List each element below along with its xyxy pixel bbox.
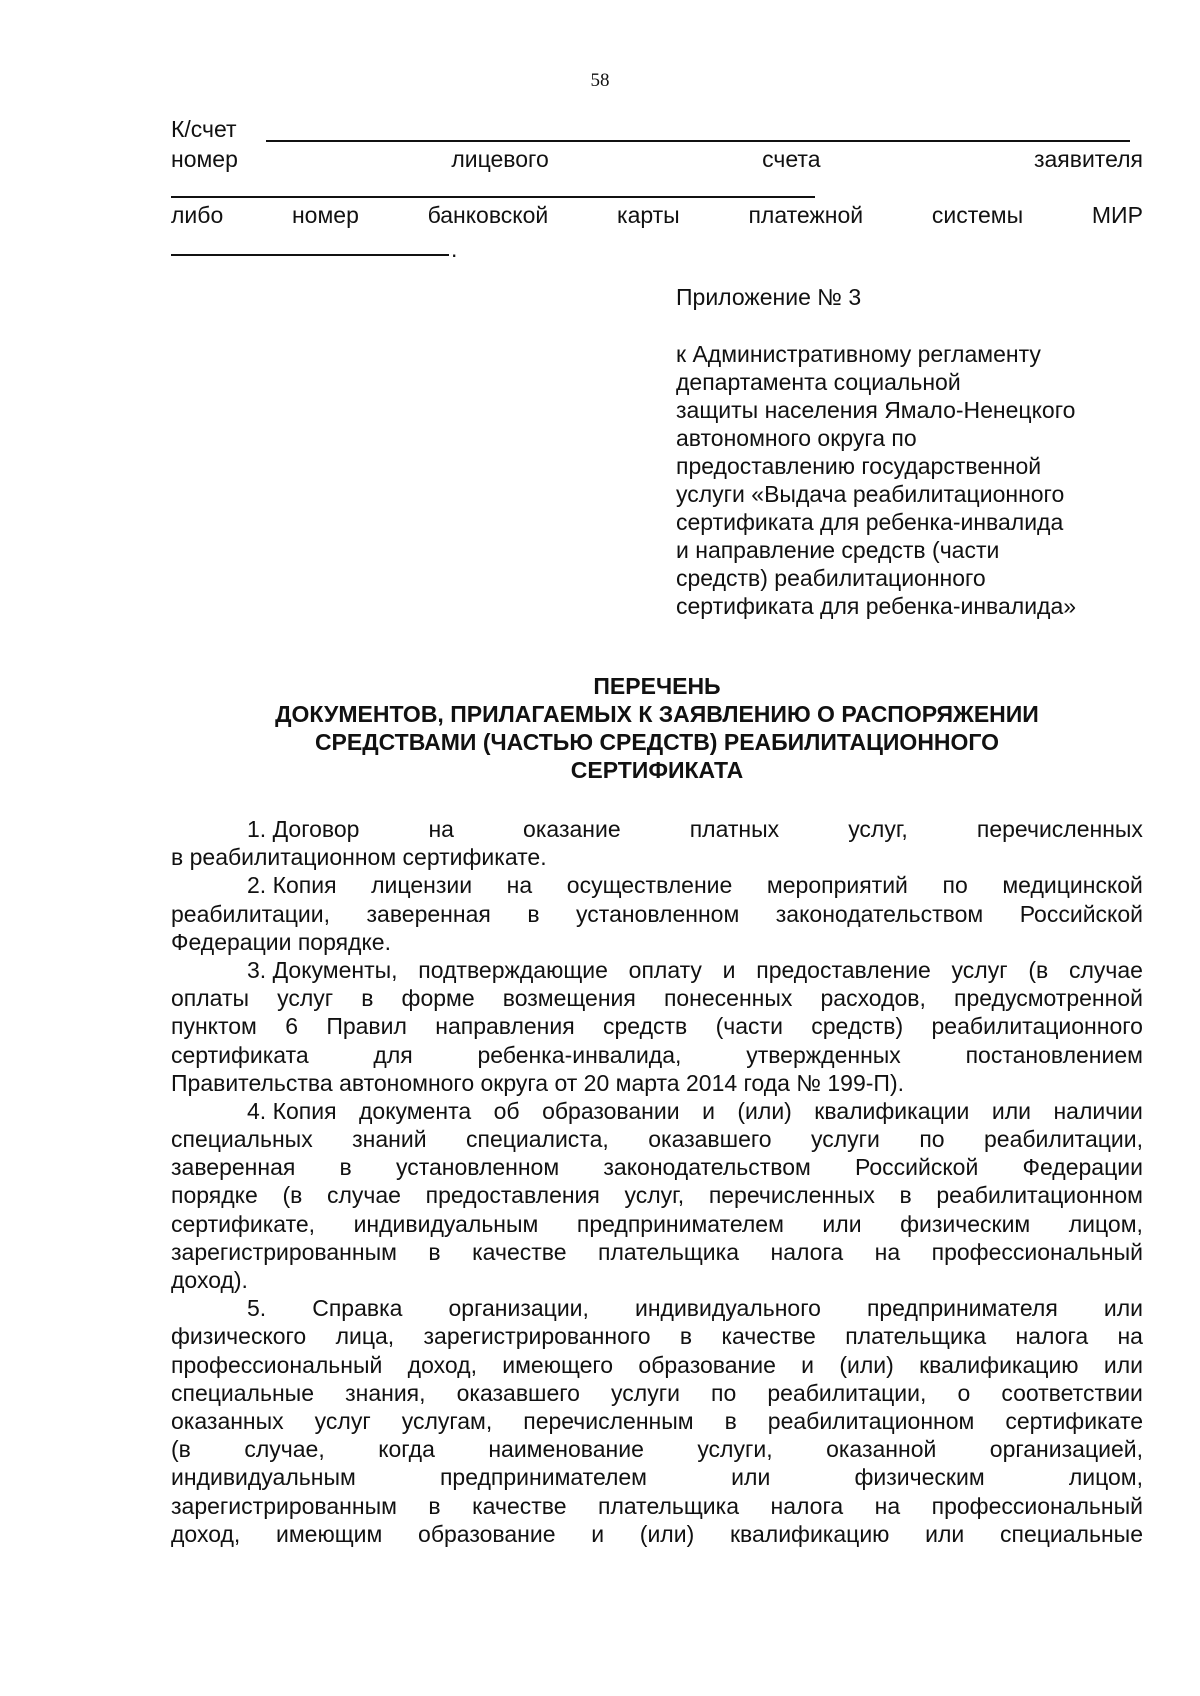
word: специальных [171,1126,313,1153]
word: знания, [345,1379,426,1406]
list-item-line: Правительства автономного округа от 20 марта 2014 года № 199-П). [171,1069,904,1096]
word: подтверждающие [418,956,608,983]
word: знаний [352,1126,427,1153]
list-item-line [171,1294,1143,1322]
word: специальные [171,1379,314,1406]
list-item-line: в реабилитационном сертификате. [171,844,547,871]
word: Российской [855,1154,979,1181]
word: плательщика [598,1238,740,1265]
word: случае, [244,1436,325,1463]
list-item-line [171,815,1143,843]
word: предоставление [756,956,931,983]
account-word: либо [171,202,224,228]
word: случае [1068,956,1143,983]
list-item-line [171,1012,1143,1040]
word: услуг [314,1407,371,1434]
word: в [428,1238,441,1265]
word: и [702,1097,715,1124]
word: качестве [472,1492,567,1519]
account-blank-line-3 [171,254,449,256]
word: на [1117,1323,1143,1350]
word: организацией, [989,1436,1143,1463]
word: качестве [721,1323,816,1350]
word: медицинской [1002,872,1143,899]
word: в [527,900,540,927]
word: 5. [247,1295,267,1322]
account-word: номер [291,202,359,228]
appendix-line: защиты населения Ямало-Ненецкого [676,397,1076,423]
account-word: заявителя [1033,146,1143,172]
appendix-line: сертификата для ребенка-инвалида [676,509,1064,535]
word: лицом, [1068,1210,1143,1237]
word: специалиста, [465,1126,609,1153]
word: направления [435,1013,575,1040]
appendix-line: сертификата для ребенка-инвалида» [676,593,1077,619]
word: физического [171,1323,307,1350]
word: (или) [737,1097,792,1124]
word: 1. Договор [247,816,360,842]
word: сертификате, [171,1210,316,1237]
word: мероприятий [766,872,908,899]
word: предпринимателем [439,1464,647,1491]
word: квалификацию [729,1520,890,1547]
page-number: 58 [590,70,610,91]
word: по [919,1126,945,1153]
word: или [991,1097,1031,1124]
word: перечисленным [523,1407,694,1434]
word: в [339,1154,352,1181]
word: по [711,1379,737,1406]
word: реабилитации, [171,900,330,927]
word: или [925,1520,965,1547]
list-item [171,956,1143,1097]
account-word: платежной [748,202,864,228]
word: Российской [1019,900,1143,927]
word: реабилитационного [931,1013,1143,1040]
word: зарегистрированного [423,1323,651,1350]
word: (части [715,1013,783,1040]
account-end-mark: . [451,236,458,262]
word: оказание [523,816,621,842]
word: 2. Копия [247,872,337,899]
word: наличии [1053,1097,1143,1124]
list-item-line [171,871,1143,899]
word: налога [770,1492,844,1519]
word: организации, [448,1295,589,1322]
word: оказавшего [456,1379,580,1406]
word: предпринимателя [866,1295,1058,1322]
word: доход, [171,1520,241,1547]
list-item-line [171,1520,1143,1548]
word: квалификацию [919,1351,1079,1378]
word: зарегистрированным [171,1238,397,1265]
word: услуги [611,1379,680,1406]
list-item [171,1097,1143,1294]
account-word: банковской [427,202,549,228]
account-row-3 [171,202,1143,229]
list-item-line [171,1153,1143,1181]
word: форме [401,985,475,1012]
word: (или) [839,1351,894,1378]
word: Справка [312,1295,403,1322]
word: налога [1015,1323,1089,1350]
word: или [822,1210,862,1237]
list-item-line [171,984,1143,1012]
word: услуг, [848,816,908,842]
word: оказавшего [648,1126,772,1153]
word: на [506,872,533,899]
word: услуги, [697,1436,773,1463]
word: сертификате [1005,1407,1143,1434]
word: 4. Копия [247,1097,337,1124]
account-word: счета [762,146,821,172]
word: лица, [335,1323,395,1350]
account-blank-line-2 [171,196,815,198]
word: (в [282,1182,303,1209]
word: об [493,1097,520,1124]
account-word: карты [617,202,680,228]
word: в [724,1407,737,1434]
word: образование [418,1520,556,1547]
account-blank-line [266,140,1130,142]
word: Правил [326,1013,407,1040]
appendix-line: к Административному регламенту [676,341,1041,367]
word: в [679,1323,693,1350]
word: услуг [277,985,334,1012]
word: случае [326,1182,401,1209]
appendix-line: предоставлению государственной [676,453,1042,479]
word: утвержденных [746,1041,901,1068]
word: на [874,1238,901,1265]
word: специальные [1000,1520,1143,1547]
word: зарегистрированным [171,1492,397,1519]
list-item-line [171,1041,1143,1069]
word: оказанной [826,1436,937,1463]
word: физическим [900,1210,1031,1237]
word: заверенная [171,1154,296,1181]
title-line: СЕРТИФИКАТА [570,757,744,783]
word: индивидуального [634,1295,821,1322]
list-item-line: Федерации порядке. [171,928,391,955]
appendix-line: услуги «Выдача реабилитационного [676,481,1065,507]
word: индивидуальным [353,1210,539,1237]
word: образование [638,1351,776,1378]
word: (в [1028,956,1049,983]
list-item-line [171,1463,1143,1491]
word: услуг [951,956,1008,983]
word: Федерации [1022,1154,1143,1181]
appendix-text [676,340,1176,620]
list-item-line [171,956,1143,984]
word: услуг, [624,1182,685,1209]
list-item-line [171,1407,1143,1435]
appendix-line: автономного округа по [676,425,917,451]
word: или [1103,1295,1143,1322]
list-item-line [171,900,1143,928]
word: пунктом [171,1013,257,1040]
word: осуществление [566,872,733,899]
word: в [899,1182,912,1209]
account-word: номер [171,146,238,172]
word: законодательством [775,900,984,927]
word: когда [378,1436,435,1463]
list-item-line: доход). [171,1267,248,1293]
word: лицензии [371,872,473,899]
word: услугам, [401,1407,493,1434]
title-line: ДОКУМЕНТОВ, ПРИЛАГАЕМЫХ К ЗАЯВЛЕНИЮ О РАСПОРЯЖЕНИИ [275,701,1039,727]
document-list [171,815,1143,1548]
word: оказанных [171,1407,284,1434]
account-label: К/счет [171,116,237,142]
word: законодательством [603,1154,811,1181]
word: предоставления [425,1182,600,1209]
word: понесенных [663,985,793,1012]
word: лицом, [1068,1464,1143,1491]
appendix-line: и направление средств (части [676,537,1000,563]
word: документа [359,1097,472,1124]
word: ребенка-инвалида, [477,1041,682,1068]
word: оплату [628,956,702,983]
list-item-line [171,1181,1143,1209]
list-item-line [171,1097,1143,1125]
word: реабилитационном [936,1182,1143,1209]
word: качестве [472,1238,567,1265]
word: возмещения [502,985,636,1012]
title-line: ПЕРЕЧЕНЬ [593,673,721,699]
word: предусмотренной [954,985,1143,1012]
word: оплаты [171,985,250,1012]
word: налога [770,1238,844,1265]
list-item-line [171,1125,1143,1153]
word: установленном [395,1154,560,1181]
word: 6 [285,1013,298,1040]
list-item-line [171,1492,1143,1520]
word: реабилитационном [767,1407,975,1434]
word: реабилитации, [767,1379,927,1406]
word: перечисленных [708,1182,875,1209]
word: перечисленных [976,816,1143,842]
list-item-line [171,1210,1143,1238]
word: и [591,1520,605,1547]
word: доход, [407,1351,477,1378]
word: плательщика [845,1323,987,1350]
word: платных [689,816,780,842]
list-item [171,871,1143,956]
word: имеющего [502,1351,614,1378]
word: квалификации [814,1097,970,1124]
word: наименование [488,1436,644,1463]
word: по [942,872,968,899]
title-line: СРЕДСТВАМИ (ЧАСТЬЮ СРЕДСТВ) РЕАБИЛИТАЦИОННОГО [314,729,1000,755]
list-item-line [171,1322,1143,1350]
account-word: системы [931,202,1024,228]
word: или [731,1464,771,1491]
word: и [722,956,736,983]
word: и [801,1351,815,1378]
word: на [428,816,454,842]
word: (в [171,1436,191,1463]
word: реабилитации, [984,1126,1143,1153]
word: или [1103,1351,1143,1378]
list-item-line [171,1379,1143,1407]
word: заверенная [366,900,491,927]
word: установленном [576,900,740,927]
word: 3. Документы, [247,956,398,983]
account-word: МИР [1091,202,1143,228]
list-item-line [171,1351,1143,1379]
word: предпринимателем [576,1210,784,1237]
word: профессиональный [931,1238,1143,1265]
word: постановлением [965,1041,1143,1068]
word: расходов, [820,985,926,1012]
word: профессиональный [171,1351,383,1378]
document-title [171,672,1143,784]
word: средств [603,1013,688,1040]
account-row-2 [171,146,1143,173]
word: соответствии [1001,1379,1143,1406]
word: физическим [854,1464,985,1491]
word: в [428,1492,441,1519]
word: услуги [811,1126,880,1153]
list-item [171,815,1143,871]
list-item [171,1294,1143,1548]
word: для [373,1041,413,1068]
appendix-line: средств) реабилитационного [676,565,986,591]
word: на [874,1492,901,1519]
list-item-line [171,1238,1143,1266]
word: профессиональный [931,1492,1143,1519]
word: в [361,985,374,1012]
word: плательщика [598,1492,740,1519]
list-item-line [171,1435,1143,1463]
word: порядке [171,1182,258,1209]
appendix-line: департамента социальной [676,369,961,395]
word: индивидуальным [171,1464,356,1491]
word: средств) [811,1013,904,1040]
word: образовании [542,1097,680,1124]
appendix-heading: Приложение № 3 [676,284,862,310]
word: о [957,1379,971,1406]
word: (или) [639,1520,695,1547]
word: имеющим [276,1520,383,1547]
account-word: лицевого [451,146,549,172]
word: сертификата [171,1041,309,1068]
